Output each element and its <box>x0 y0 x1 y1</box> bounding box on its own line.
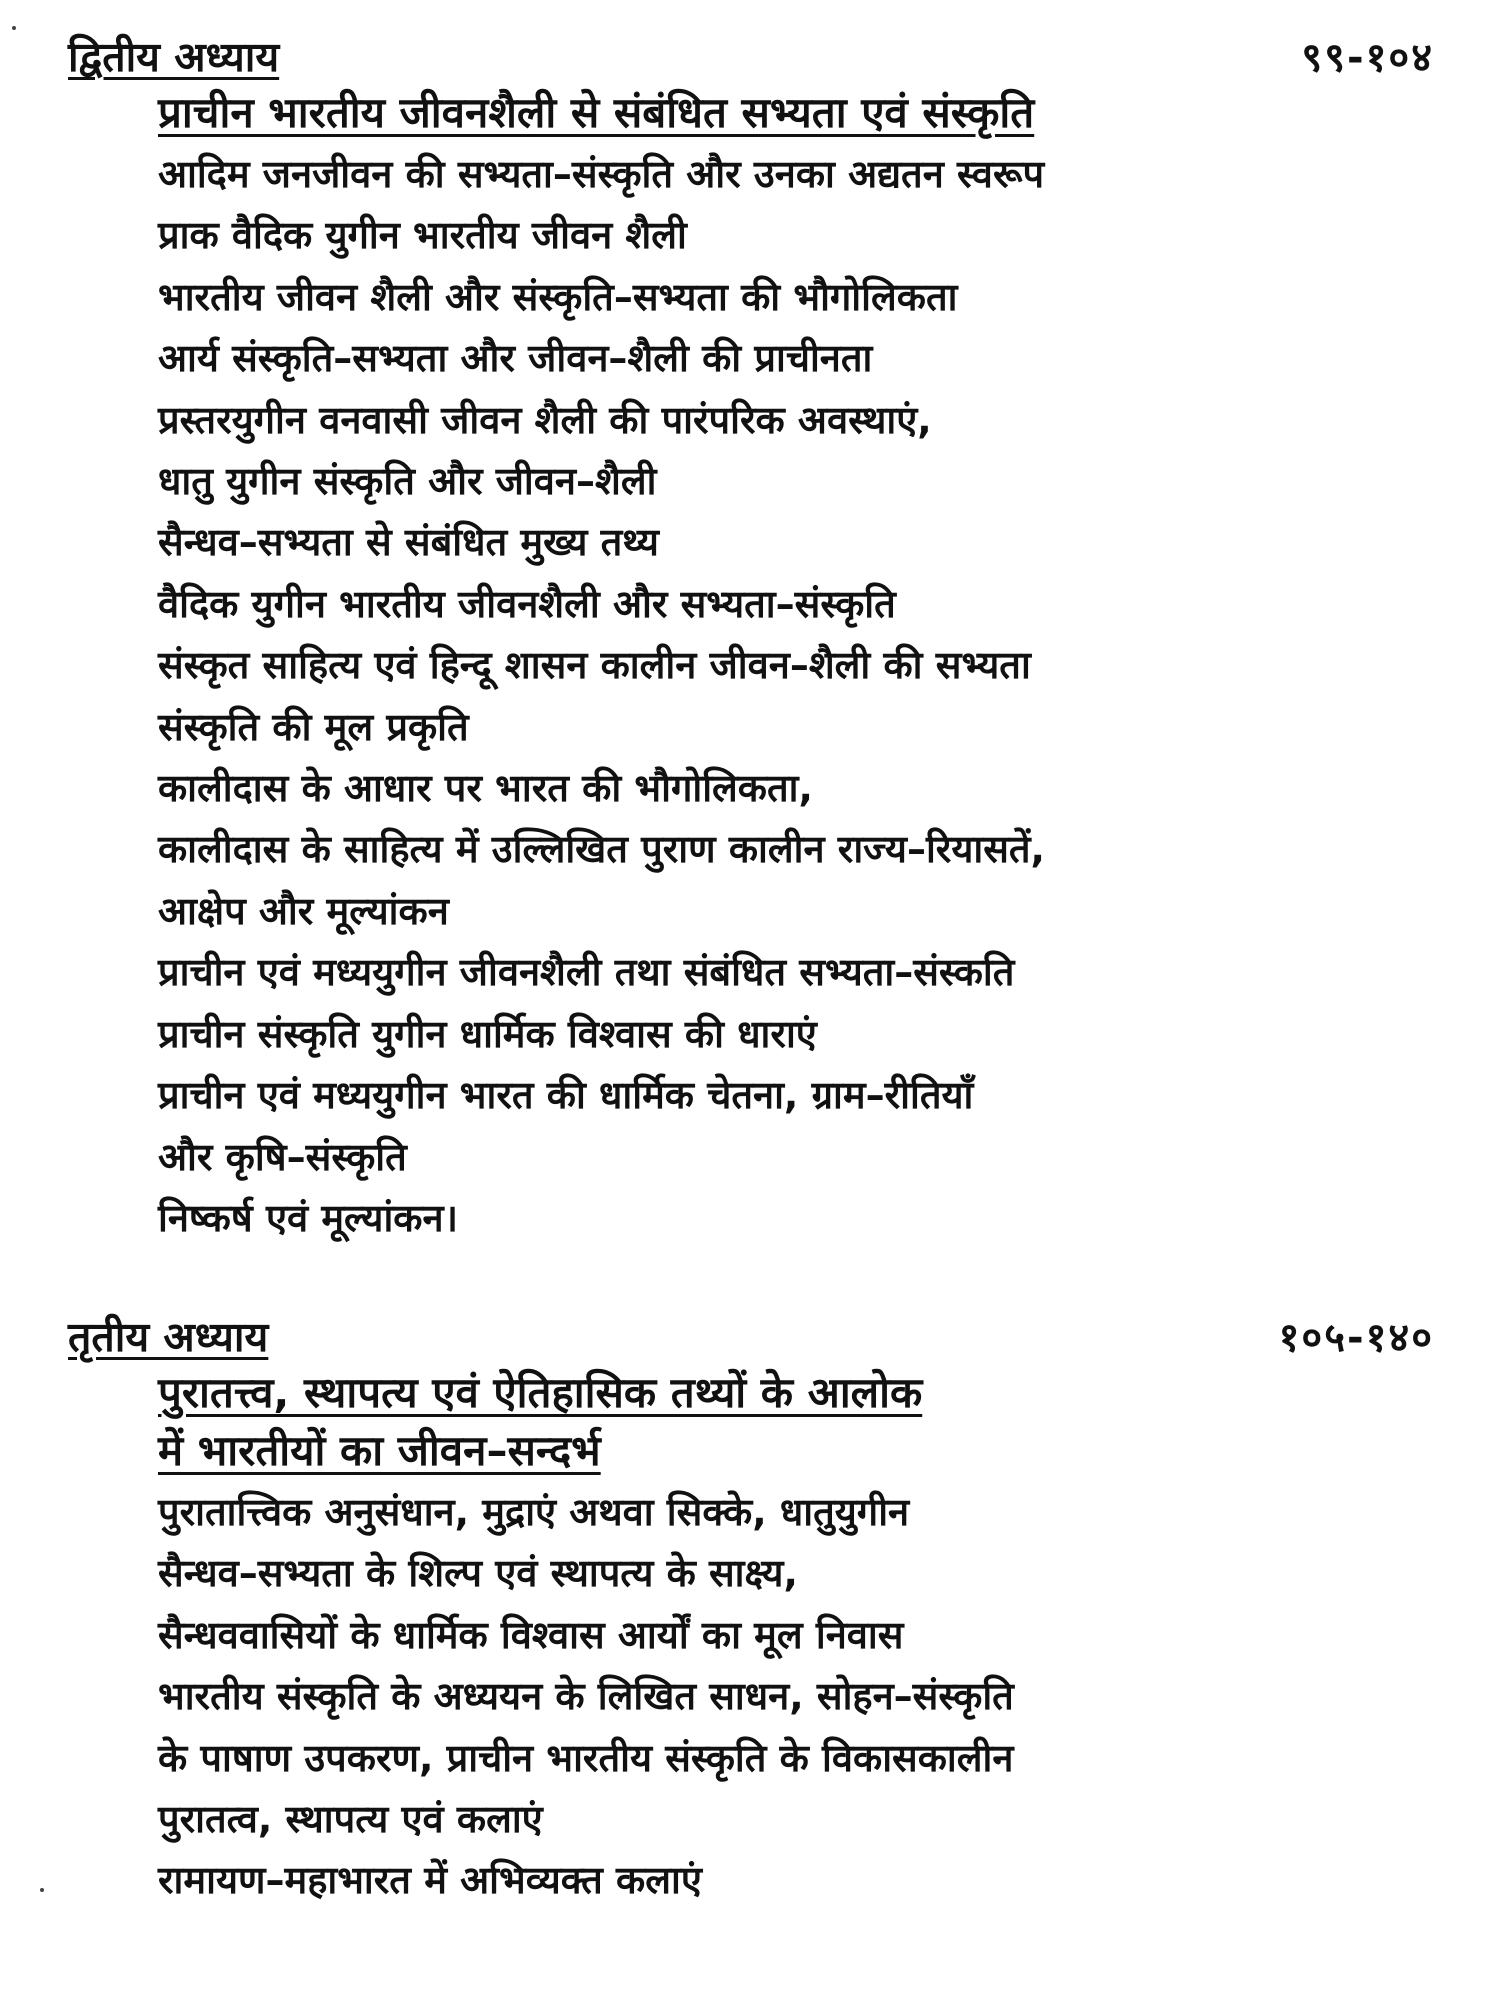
topic-line: कालीदास के साहित्य में उल्लिखित पुराण कालीन राज्य–रियासतें, <box>158 827 1045 872</box>
chapter-section <box>0 1302 1500 1912</box>
chapter-label: द्वितीय अध्याय <box>68 33 280 81</box>
topic-list <box>158 144 1500 1249</box>
topic-line: पुरातात्त्विक अनुसंधान, मुद्राएं अथवा सिक्के, धातुयुगीन <box>158 1490 910 1534</box>
chapter-title <box>158 1364 1500 1480</box>
topic-line: प्राचीन एवं मध्ययुगीन भारत की धार्मिक चेतना, ग्राम–रीतियाँ <box>158 1073 974 1118</box>
topic-line: प्राक वैदिक युगीन भारतीय जीवन शैली <box>158 213 687 258</box>
topic-list <box>158 1482 1500 1912</box>
topic-line: के पाषाण उपकरण, प्राचीन भारतीय संस्कृति के विकासकालीन <box>158 1735 1014 1780</box>
topic-line: कालीदास के आधार पर भारत की भौगोलिकता, <box>158 766 813 811</box>
topic-line: सैन्धववासियों के धार्मिक विश्वास आर्यों का मूल निवास <box>158 1612 904 1657</box>
topic-line: भारतीय जीवन शैली और संस्कृति–सभ्यता की भौगोलिकता <box>158 274 958 319</box>
chapter-heading-row <box>0 1302 1500 1364</box>
topic-line: प्रस्तरयुगीन वनवासी जीवन शैली की पारंपरिक अवस्थाएं, <box>158 397 932 442</box>
chapter-heading-row <box>0 22 1500 84</box>
topic-line: संस्कृति की मूल प्रकृति <box>158 704 469 749</box>
topic-line: भारतीय संस्कृति के अध्ययन के लिखित साधन, सोहन–संस्कृति <box>158 1674 1014 1719</box>
topic-line: आक्षेप और मूल्यांकन <box>158 888 449 933</box>
topic-line: आदिम जनजीवन की सभ्यता–संस्कृति और उनका अद्यतन स्वरूप <box>158 152 1045 196</box>
topic-line: संस्कृत साहित्य एवं हिन्दू शासन कालीन जीवन–शैली की सभ्यता <box>158 643 1031 688</box>
chapter-title-line: में भारतीयों का जीवन–सन्दर्भ <box>158 1426 601 1475</box>
topic-line: निष्कर्ष एवं मूल्यांकन। <box>158 1195 458 1240</box>
chapter-section <box>0 22 1500 1249</box>
chapter-title-line: पुरातत्त्व, स्थापत्य एवं ऐतिहासिक तथ्यों के आलोक <box>158 1368 923 1417</box>
chapter-title <box>158 84 1500 142</box>
topic-line: रामायण–महाभारत में अभिव्यक्त कलाएं <box>158 1858 702 1903</box>
topic-line: सैन्धव–सभ्यता से संबंधित मुख्य तथ्य <box>158 520 659 565</box>
page-range: ९९-१०४ <box>1301 35 1434 81</box>
topic-line: प्राचीन एवं मध्ययुगीन जीवनशैली तथा संबंधित सभ्यता–संस्कति <box>158 950 1015 995</box>
chapter-label: तृतीय अध्याय <box>68 1313 269 1361</box>
topic-line: वैदिक युगीन भारतीय जीवनशैली और सभ्यता–संस्कृति <box>158 581 896 626</box>
topic-line: सैन्धव–सभ्यता के शिल्प एवं स्थापत्य के साक्ष्य, <box>158 1551 798 1596</box>
topic-line: पुरातत्व, स्थापत्य एवं कलाएं <box>158 1797 543 1842</box>
topic-line: धातु युगीन संस्कृति और जीवन–शैली <box>158 459 657 504</box>
chapter-title-line: प्राचीन भारतीय जीवनशैली से संबंधित सभ्यता एवं संस्कृति <box>158 88 1035 137</box>
topic-line: आर्य संस्कृति–सभ्यता और जीवन–शैली की प्राचीनता <box>158 336 873 381</box>
page-range: १०५-१४० <box>1278 1315 1434 1361</box>
topic-line: प्राचीन संस्कृति युगीन धार्मिक विश्वास की धाराएं <box>158 1011 817 1056</box>
topic-line: और कृषि–संस्कृति <box>158 1134 407 1179</box>
